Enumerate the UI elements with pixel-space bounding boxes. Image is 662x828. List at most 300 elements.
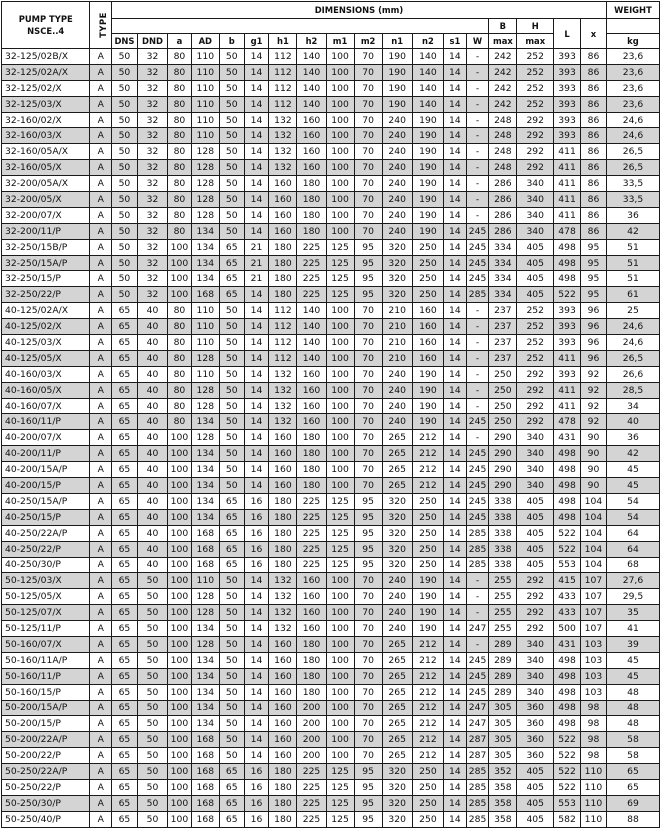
cell-b-max: 352 <box>489 764 517 780</box>
cell-g1: 14 <box>244 49 269 65</box>
cell-weight: 23,6 <box>606 96 659 112</box>
cell-m2: 70 <box>354 350 382 366</box>
table-row <box>2 748 660 764</box>
cell-dns: 65 <box>112 605 138 621</box>
cell-b: 65 <box>219 271 244 287</box>
cell-h-max: 292 <box>517 382 554 398</box>
cell-n1: 265 <box>382 478 412 494</box>
cell-h2: 160 <box>297 414 326 430</box>
cell-type: A <box>90 303 112 319</box>
cell-x: 86 <box>581 160 607 176</box>
cell-g1: 14 <box>244 287 269 303</box>
cell-n1: 265 <box>382 446 412 462</box>
cell-m1: 100 <box>326 748 354 764</box>
cell-h2: 160 <box>297 589 326 605</box>
cell-n2: 190 <box>412 621 443 637</box>
cell-dnd: 32 <box>137 223 167 239</box>
cell-m2: 95 <box>354 509 382 525</box>
cell-n1: 240 <box>382 382 412 398</box>
cell-g1: 21 <box>244 271 269 287</box>
cell-h1: 132 <box>269 144 297 160</box>
cell-x: 107 <box>581 573 607 589</box>
cell-h1: 132 <box>269 398 297 414</box>
cell-h1: 160 <box>269 700 297 716</box>
cell-w: - <box>466 430 489 446</box>
cell-l: 411 <box>554 176 581 192</box>
cell-dns: 65 <box>112 493 138 509</box>
cell-n2: 160 <box>412 350 443 366</box>
cell-n2: 250 <box>412 795 443 811</box>
cell-l: 478 <box>554 414 581 430</box>
cell-w: - <box>466 382 489 398</box>
cell-dnd: 40 <box>137 382 167 398</box>
cell-g1: 16 <box>244 541 269 557</box>
cell-type: A <box>90 192 112 208</box>
cell-weight: 25 <box>606 303 659 319</box>
cell-m2: 70 <box>354 652 382 668</box>
cell-x: 104 <box>581 493 607 509</box>
cell-n1: 190 <box>382 64 412 80</box>
cell-n1: 190 <box>382 96 412 112</box>
cell-l: 411 <box>554 160 581 176</box>
cell-x: 92 <box>581 414 607 430</box>
cell-h2: 225 <box>297 795 326 811</box>
cell-a: 100 <box>168 621 192 637</box>
cell-x: 90 <box>581 446 607 462</box>
cell-m1: 100 <box>326 414 354 430</box>
cell-type: A <box>90 319 112 335</box>
cell-h-max: 252 <box>517 49 554 65</box>
cell-x: 90 <box>581 430 607 446</box>
cell-dnd: 32 <box>137 287 167 303</box>
cell-h2: 180 <box>297 223 326 239</box>
cell-b: 50 <box>219 64 244 80</box>
cell-m2: 70 <box>354 462 382 478</box>
cell-m1: 125 <box>326 287 354 303</box>
cell-s1: 14 <box>444 176 467 192</box>
cell-type: A <box>90 541 112 557</box>
cell-m2: 70 <box>354 96 382 112</box>
cell-s1: 14 <box>444 239 467 255</box>
cell-type: A <box>90 335 112 351</box>
cell-h-max: 252 <box>517 80 554 96</box>
cell-h2: 225 <box>297 287 326 303</box>
cell-h-max: 405 <box>517 287 554 303</box>
cell-a: 80 <box>168 207 192 223</box>
cell-g1: 21 <box>244 239 269 255</box>
table-row <box>2 112 660 128</box>
col-header-dnd: DND <box>137 34 167 49</box>
cell-ad: 110 <box>191 49 219 65</box>
cell-g1: 14 <box>244 605 269 621</box>
cell-h-max: 405 <box>517 764 554 780</box>
cell-dns: 65 <box>112 732 138 748</box>
cell-b-max: 286 <box>489 223 517 239</box>
cell-m2: 70 <box>354 716 382 732</box>
cell-x: 96 <box>581 319 607 335</box>
cell-m1: 125 <box>326 557 354 573</box>
cell-h-max: 360 <box>517 732 554 748</box>
cell-a: 100 <box>168 605 192 621</box>
cell-type: A <box>90 652 112 668</box>
cell-weight: 26,5 <box>606 350 659 366</box>
cell-weight: 34 <box>606 398 659 414</box>
cell-dns: 65 <box>112 748 138 764</box>
cell-h-max: 292 <box>517 414 554 430</box>
cell-h2: 200 <box>297 748 326 764</box>
cell-weight: 24,6 <box>606 335 659 351</box>
cell-h-max: 252 <box>517 96 554 112</box>
table-row <box>2 811 660 827</box>
cell-h2: 200 <box>297 732 326 748</box>
cell-dnd: 50 <box>137 811 167 827</box>
cell-a: 80 <box>168 319 192 335</box>
cell-a: 100 <box>168 557 192 573</box>
cell-w: - <box>466 112 489 128</box>
cell-b: 65 <box>219 493 244 509</box>
cell-h-max: 340 <box>517 192 554 208</box>
cell-l: 393 <box>554 366 581 382</box>
cell-m2: 95 <box>354 764 382 780</box>
table-row <box>2 80 660 96</box>
cell-g1: 21 <box>244 255 269 271</box>
cell-w: 245 <box>466 509 489 525</box>
cell-m2: 70 <box>354 335 382 351</box>
cell-dnd: 32 <box>137 192 167 208</box>
cell-m2: 95 <box>354 493 382 509</box>
cell-dnd: 50 <box>137 636 167 652</box>
cell-ad: 134 <box>191 684 219 700</box>
table-row <box>2 414 660 430</box>
cell-w: - <box>466 366 489 382</box>
cell-g1: 14 <box>244 366 269 382</box>
table-row <box>2 605 660 621</box>
cell-h2: 180 <box>297 652 326 668</box>
cell-n1: 210 <box>382 350 412 366</box>
cell-a: 80 <box>168 335 192 351</box>
cell-s1: 14 <box>444 732 467 748</box>
cell-n1: 265 <box>382 748 412 764</box>
cell-h1: 132 <box>269 128 297 144</box>
cell-m1: 100 <box>326 160 354 176</box>
cell-b-max: 338 <box>489 525 517 541</box>
cell-b-max: 255 <box>489 621 517 637</box>
cell-x: 98 <box>581 716 607 732</box>
cell-x: 110 <box>581 764 607 780</box>
cell-g1: 14 <box>244 732 269 748</box>
table-row <box>2 732 660 748</box>
cell-m2: 70 <box>354 382 382 398</box>
cell-h2: 180 <box>297 684 326 700</box>
cell-b: 50 <box>219 319 244 335</box>
cell-h1: 132 <box>269 621 297 637</box>
table-row <box>2 684 660 700</box>
cell-m2: 70 <box>354 748 382 764</box>
cell-h-max: 252 <box>517 303 554 319</box>
cell-ad: 110 <box>191 366 219 382</box>
cell-dnd: 50 <box>137 605 167 621</box>
cell-g1: 14 <box>244 621 269 637</box>
table-row <box>2 430 660 446</box>
cell-h-max: 292 <box>517 589 554 605</box>
cell-l: 393 <box>554 303 581 319</box>
table-row <box>2 176 660 192</box>
cell-weight: 24,6 <box>606 112 659 128</box>
cell-m1: 125 <box>326 525 354 541</box>
cell-n1: 240 <box>382 223 412 239</box>
cell-dnd: 32 <box>137 80 167 96</box>
cell-s1: 14 <box>444 144 467 160</box>
cell-n2: 190 <box>412 398 443 414</box>
cell-l: 411 <box>554 192 581 208</box>
cell-l: 393 <box>554 335 581 351</box>
cell-weight: 29,5 <box>606 589 659 605</box>
cell-dnd: 40 <box>137 493 167 509</box>
cell-l: 500 <box>554 621 581 637</box>
cell-l: 433 <box>554 605 581 621</box>
cell-b: 50 <box>219 430 244 446</box>
cell-s1: 14 <box>444 525 467 541</box>
cell-g1: 16 <box>244 764 269 780</box>
cell-h2: 140 <box>297 335 326 351</box>
cell-w: - <box>466 335 489 351</box>
cell-n1: 320 <box>382 287 412 303</box>
cell-weight: 42 <box>606 446 659 462</box>
cell-b-max: 358 <box>489 779 517 795</box>
cell-weight: 48 <box>606 684 659 700</box>
cell-n1: 320 <box>382 811 412 827</box>
cell-type: A <box>90 414 112 430</box>
cell-l: 393 <box>554 96 581 112</box>
cell-x: 92 <box>581 366 607 382</box>
cell-ad: 110 <box>191 128 219 144</box>
table-row <box>2 192 660 208</box>
cell-w: 245 <box>466 478 489 494</box>
cell-w: 245 <box>466 239 489 255</box>
header-pump-type-line1: PUMP TYPE <box>18 14 73 24</box>
cell-h1: 112 <box>269 49 297 65</box>
col-header-h2: h2 <box>297 34 326 49</box>
cell-l: 522 <box>554 748 581 764</box>
cell-m2: 70 <box>354 573 382 589</box>
pump-dimensions-table <box>1 1 660 828</box>
cell-m2: 70 <box>354 112 382 128</box>
cell-h-max: 292 <box>517 605 554 621</box>
cell-dns: 65 <box>112 621 138 637</box>
cell-dns: 50 <box>112 96 138 112</box>
cell-n1: 240 <box>382 589 412 605</box>
cell-m2: 95 <box>354 255 382 271</box>
cell-x: 95 <box>581 255 607 271</box>
cell-x: 92 <box>581 382 607 398</box>
cell-m1: 125 <box>326 271 354 287</box>
cell-h-max: 292 <box>517 160 554 176</box>
cell-n1: 320 <box>382 509 412 525</box>
cell-h2: 200 <box>297 700 326 716</box>
cell-m1: 100 <box>326 652 354 668</box>
cell-type: A <box>90 64 112 80</box>
cell-l: 522 <box>554 779 581 795</box>
cell-ad: 168 <box>191 525 219 541</box>
cell-h1: 132 <box>269 414 297 430</box>
cell-h1: 160 <box>269 446 297 462</box>
cell-x: 95 <box>581 271 607 287</box>
cell-m1: 100 <box>326 573 354 589</box>
cell-w: 285 <box>466 795 489 811</box>
cell-m2: 70 <box>354 366 382 382</box>
cell-h1: 160 <box>269 668 297 684</box>
cell-weight: 58 <box>606 732 659 748</box>
cell-g1: 14 <box>244 335 269 351</box>
cell-dns: 65 <box>112 668 138 684</box>
cell-b-max: 237 <box>489 303 517 319</box>
cell-g1: 14 <box>244 748 269 764</box>
cell-a: 80 <box>168 398 192 414</box>
cell-dns: 50 <box>112 80 138 96</box>
cell-h1: 160 <box>269 652 297 668</box>
table-row <box>2 573 660 589</box>
cell-weight: 23,6 <box>606 64 659 80</box>
cell-weight: 54 <box>606 509 659 525</box>
cell-h2: 160 <box>297 573 326 589</box>
cell-m1: 125 <box>326 493 354 509</box>
cell-dns: 65 <box>112 303 138 319</box>
cell-b-max: 290 <box>489 430 517 446</box>
cell-s1: 14 <box>444 414 467 430</box>
cell-b-max: 242 <box>489 80 517 96</box>
cell-type: A <box>90 366 112 382</box>
cell-m2: 70 <box>354 144 382 160</box>
cell-model: 32-125/03/X <box>2 96 90 112</box>
cell-m1: 100 <box>326 621 354 637</box>
cell-weight: 45 <box>606 668 659 684</box>
cell-b: 65 <box>219 239 244 255</box>
cell-l: 411 <box>554 382 581 398</box>
cell-g1: 14 <box>244 64 269 80</box>
cell-dns: 65 <box>112 795 138 811</box>
cell-dnd: 40 <box>137 335 167 351</box>
cell-a: 100 <box>168 509 192 525</box>
cell-s1: 14 <box>444 128 467 144</box>
cell-b-max: 255 <box>489 605 517 621</box>
cell-b: 50 <box>219 446 244 462</box>
cell-dns: 50 <box>112 176 138 192</box>
cell-h-max: 292 <box>517 128 554 144</box>
cell-g1: 14 <box>244 96 269 112</box>
cell-l: 393 <box>554 64 581 80</box>
cell-n2: 160 <box>412 319 443 335</box>
header-type-label: TYPE <box>98 12 109 38</box>
cell-b: 50 <box>219 112 244 128</box>
cell-b: 50 <box>219 207 244 223</box>
cell-l: 411 <box>554 207 581 223</box>
cell-h1: 112 <box>269 80 297 96</box>
cell-ad: 128 <box>191 160 219 176</box>
cell-model: 32-125/02B/X <box>2 49 90 65</box>
cell-l: 478 <box>554 223 581 239</box>
cell-n1: 320 <box>382 779 412 795</box>
cell-h1: 112 <box>269 319 297 335</box>
cell-a: 100 <box>168 478 192 494</box>
cell-h1: 160 <box>269 192 297 208</box>
cell-model: 32-160/03/X <box>2 128 90 144</box>
col-header-a: a <box>168 34 192 49</box>
cell-dnd: 32 <box>137 207 167 223</box>
cell-h1: 160 <box>269 716 297 732</box>
cell-w: - <box>466 636 489 652</box>
cell-type: A <box>90 462 112 478</box>
cell-h2: 160 <box>297 128 326 144</box>
cell-m1: 100 <box>326 668 354 684</box>
cell-type: A <box>90 493 112 509</box>
cell-weight: 61 <box>606 287 659 303</box>
cell-type: A <box>90 239 112 255</box>
cell-h-max: 405 <box>517 239 554 255</box>
table-row <box>2 239 660 255</box>
cell-h-max: 292 <box>517 112 554 128</box>
cell-m1: 125 <box>326 795 354 811</box>
cell-type: A <box>90 112 112 128</box>
table-row <box>2 303 660 319</box>
cell-h1: 112 <box>269 335 297 351</box>
table-row <box>2 462 660 478</box>
cell-ad: 128 <box>191 350 219 366</box>
cell-dnd: 32 <box>137 239 167 255</box>
cell-n2: 160 <box>412 335 443 351</box>
cell-n1: 320 <box>382 795 412 811</box>
cell-x: 95 <box>581 239 607 255</box>
cell-w: 285 <box>466 525 489 541</box>
cell-s1: 14 <box>444 207 467 223</box>
cell-weight: 36 <box>606 207 659 223</box>
cell-h2: 140 <box>297 80 326 96</box>
cell-n2: 250 <box>412 811 443 827</box>
cell-dns: 65 <box>112 446 138 462</box>
cell-n2: 190 <box>412 223 443 239</box>
cell-model: 50-200/22/P <box>2 748 90 764</box>
cell-a: 100 <box>168 636 192 652</box>
cell-n1: 240 <box>382 573 412 589</box>
cell-a: 100 <box>168 779 192 795</box>
cell-weight: 24,6 <box>606 319 659 335</box>
cell-h-max: 405 <box>517 525 554 541</box>
cell-x: 86 <box>581 64 607 80</box>
cell-w: 245 <box>466 462 489 478</box>
cell-b-max: 248 <box>489 112 517 128</box>
cell-s1: 14 <box>444 160 467 176</box>
table-row <box>2 255 660 271</box>
cell-b: 65 <box>219 764 244 780</box>
cell-model: 40-160/07/X <box>2 398 90 414</box>
cell-g1: 14 <box>244 716 269 732</box>
cell-n1: 240 <box>382 207 412 223</box>
cell-type: A <box>90 621 112 637</box>
cell-w: - <box>466 49 489 65</box>
cell-a: 100 <box>168 271 192 287</box>
cell-s1: 14 <box>444 716 467 732</box>
cell-x: 86 <box>581 207 607 223</box>
table-row <box>2 478 660 494</box>
cell-m1: 100 <box>326 732 354 748</box>
cell-weight: 26,5 <box>606 160 659 176</box>
cell-dns: 65 <box>112 779 138 795</box>
header-type <box>90 2 112 49</box>
cell-model: 50-200/15A/P <box>2 700 90 716</box>
cell-dns: 65 <box>112 382 138 398</box>
cell-x: 86 <box>581 96 607 112</box>
cell-h1: 180 <box>269 271 297 287</box>
table-row <box>2 668 660 684</box>
